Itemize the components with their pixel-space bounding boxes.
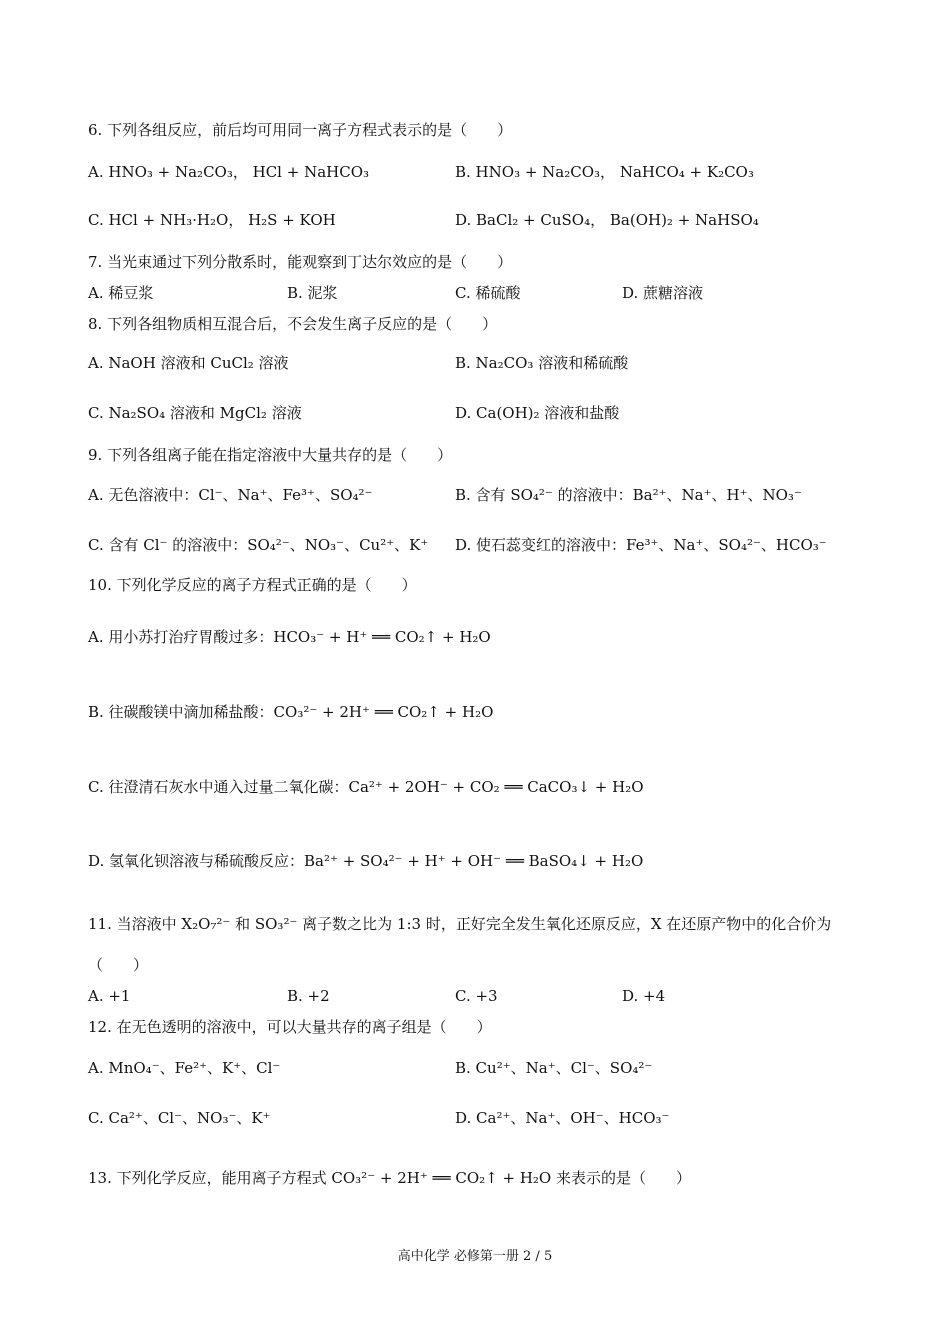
q9-option-a: A. 无色溶液中：Cl⁻、Na⁺、Fe³⁺、SO₄²⁻ [88, 486, 373, 504]
q12-option-a: A. MnO₄⁻、Fe²⁺、K⁺、Cl⁻ [88, 1059, 281, 1077]
q12-option-b: B. Cu²⁺、Na⁺、Cl⁻、SO₄²⁻ [455, 1059, 653, 1077]
q10-option-c: C. 往澄清石灰水中通入过量二氧化碳：Ca²⁺ + 2OH⁻ + CO₂ ══ CaCO₃↓ + H₂O [88, 778, 644, 796]
q7-option-a: A. 稀豆浆 [88, 284, 154, 302]
q8-option-b: B. Na₂CO₃ 溶液和稀硫酸 [455, 354, 629, 372]
q7-option-c: C. 稀硫酸 [455, 284, 521, 302]
q6-option-b: B. HNO₃ + Na₂CO₃， NaHCO₄ + K₂CO₃ [455, 163, 754, 181]
q9-option-d: D. 使石蕊变红的溶液中：Fe³⁺、Na⁺、SO₄²⁻、HCO₃⁻ [455, 536, 827, 554]
q8-option-a: A. NaOH 溶液和 CuCl₂ 溶液 [88, 354, 289, 372]
q12-stem: 12. 在无色透明的溶液中，可以大量共存的离子组是（ ） [88, 1018, 492, 1036]
q13-stem: 13. 下列化学反应，能用离子方程式 CO₃²⁻ + 2H⁺ ══ CO₂↑ + H₂O 来表示的是（ ） [88, 1169, 691, 1187]
q7-option-b: B. 泥浆 [287, 284, 338, 302]
q12-option-c: C. Ca²⁺、Cl⁻、NO₃⁻、K⁺ [88, 1109, 271, 1127]
q8-option-c: C. Na₂SO₄ 溶液和 MgCl₂ 溶液 [88, 404, 302, 422]
q10-stem: 10. 下列化学反应的离子方程式正确的是（ ） [88, 576, 417, 594]
page-footer: 高中化学 必修第一册 2 / 5 [397, 1249, 553, 1264]
q9-option-b: B. 含有 SO₄²⁻ 的溶液中：Ba²⁺、Na⁺、H⁺、NO₃⁻ [455, 486, 802, 504]
q11-option-d: D. +4 [622, 987, 666, 1005]
q9-stem: 9. 下列各组离子能在指定溶液中大量共存的是（ ） [88, 446, 453, 464]
q6-option-d: D. BaCl₂ + CuSO₄， Ba(OH)₂ + NaHSO₄ [455, 211, 759, 229]
q6-option-c: C. HCl + NH₃·H₂O， H₂S + KOH [88, 211, 336, 229]
q9-option-c: C. 含有 Cl⁻ 的溶液中：SO₄²⁻、NO₃⁻、Cu²⁺、K⁺ [88, 536, 429, 554]
q6-stem: 6. 下列各组反应，前后均可用同一离子方程式表示的是（ ） [88, 121, 513, 139]
q12-option-d: D. Ca²⁺、Na⁺、OH⁻、HCO₃⁻ [455, 1109, 670, 1127]
q10-option-b: B. 往碳酸镁中滴加稀盐酸：CO₃²⁻ + 2H⁺ ══ CO₂↑ + H₂O [88, 703, 494, 721]
q11-option-c: C. +3 [455, 987, 498, 1005]
q6-option-a: A. HNO₃ + Na₂CO₃， HCl + NaHCO₃ [88, 163, 370, 181]
q11-option-a: A. +1 [88, 987, 131, 1005]
q11-option-b: B. +2 [287, 987, 330, 1005]
q10-option-a: A. 用小苏打治疗胃酸过多：HCO₃⁻ + H⁺ ══ CO₂↑ + H₂O [88, 628, 491, 646]
q8-option-d: D. Ca(OH)₂ 溶液和盐酸 [455, 404, 620, 422]
q7-option-d: D. 蔗糖溶液 [622, 284, 704, 302]
q7-stem: 7. 当光束通过下列分散系时，能观察到丁达尔效应的是（ ） [88, 253, 513, 271]
q10-option-d: D. 氢氧化钡溶液与稀硫酸反应：Ba²⁺ + SO₄²⁻ + H⁺ + OH⁻ ══ BaSO₄↓ + H₂O [88, 852, 644, 870]
q8-stem: 8. 下列各组物质相互混合后，不会发生离子反应的是（ ） [88, 315, 498, 333]
q11-stem: 11. 当溶液中 X₂O₇²⁻ 和 SO₃²⁻ 离子数之比为 1:3 时，正好完全发生氧化还原反应，X 在还原产物中的化合价为 [88, 915, 832, 933]
q11-stem-continued: （ ） [88, 956, 149, 974]
